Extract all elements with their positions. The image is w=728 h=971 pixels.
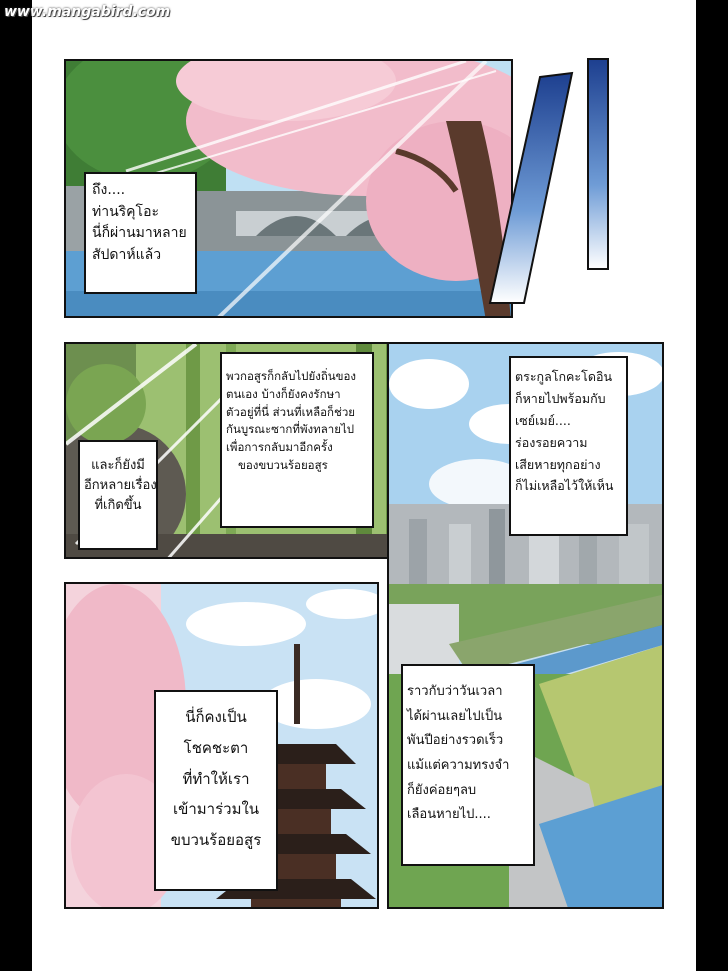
- caption-p5-line: พันปีอย่างรวดเร็ว: [407, 733, 504, 749]
- caption-p2a: [220, 352, 374, 528]
- caption-p3-line: ร่องรอยความ: [515, 434, 588, 450]
- caption-p3: [509, 356, 628, 536]
- caption-p1-line: ถึง....: [92, 182, 126, 198]
- caption-p1: [84, 172, 197, 294]
- caption-p2b-line: อีกหลายเรื่อง: [84, 478, 157, 494]
- watermark-text: www.mangabird.com: [4, 4, 171, 20]
- panel-city: [387, 342, 664, 909]
- caption-p2a-line: ตัวอยู่ที่นี่ ส่วนที่เหลือก็ช่วย: [226, 404, 356, 419]
- caption-p4-line: โชคชะตา: [183, 738, 249, 757]
- caption-p4-line: นี่ก็คงเป็น: [185, 708, 247, 726]
- caption-p5-line: เลือนหายไป....: [407, 807, 491, 823]
- caption-p2a-line: พวกอสูรก็กลับไปยังถิ่นของ: [226, 369, 357, 383]
- panel-pagoda: [64, 582, 379, 909]
- caption-p2b-line: และก็ยังมี: [91, 458, 145, 473]
- caption-p5-line: แม้แต่ความทรงจำ: [407, 758, 510, 774]
- caption-p4-line: ที่ทำให้เรา: [182, 769, 250, 788]
- caption-p5-line: ก็ยังค่อยๆลบ: [407, 782, 477, 798]
- caption-p1-line: นี่ก็ผ่านมาหลาย: [92, 225, 187, 242]
- caption-p4-line: เข้ามาร่วมใน: [172, 800, 260, 819]
- caption-p4: [154, 690, 278, 891]
- caption-p3-line: เสียหายทุกอย่าง: [515, 456, 601, 472]
- caption-p2a-line: ของขบวนร้อยอสูร: [238, 458, 328, 473]
- caption-p5: [401, 664, 535, 866]
- caption-p3-line: เซย์เมย์....: [515, 412, 571, 428]
- caption-p2a-line: ตนเอง บ้างก็ยังคงรักษา: [226, 386, 341, 401]
- caption-p2b: [78, 440, 158, 550]
- caption-p3-line: ก็ไม่เหลือไว้ให้เห็น: [515, 478, 614, 494]
- caption-p3-line: ตระกูลโกคะโดอิน: [515, 369, 613, 384]
- caption-p2b-line: ที่เกิดขึ้น: [94, 498, 142, 514]
- panel-sakura-bridge: [64, 59, 513, 318]
- caption-p2a-line: กันบูรณะซากที่พังทลายไป: [226, 422, 355, 437]
- caption-p1-line: ท่านริคุโอะ: [92, 203, 159, 220]
- caption-p5-line: ได้ผ่านเลยไปเป็น: [407, 708, 503, 724]
- caption-p3-line: ก็หายไปพร้อมกับ: [515, 390, 606, 406]
- caption-p2a-line: เพื่อการกลับมาอีกครั้ง: [226, 440, 333, 455]
- caption-p4-line: ขบวนร้อยอสูร: [170, 831, 262, 849]
- manga-page: [32, 0, 696, 971]
- caption-p5-line: ราวกับว่าวันเวลา: [407, 684, 503, 699]
- panel-bamboo: [64, 342, 411, 559]
- caption-p1-line: สัปดาห์แล้ว: [92, 247, 162, 264]
- speed-bars: [480, 57, 620, 307]
